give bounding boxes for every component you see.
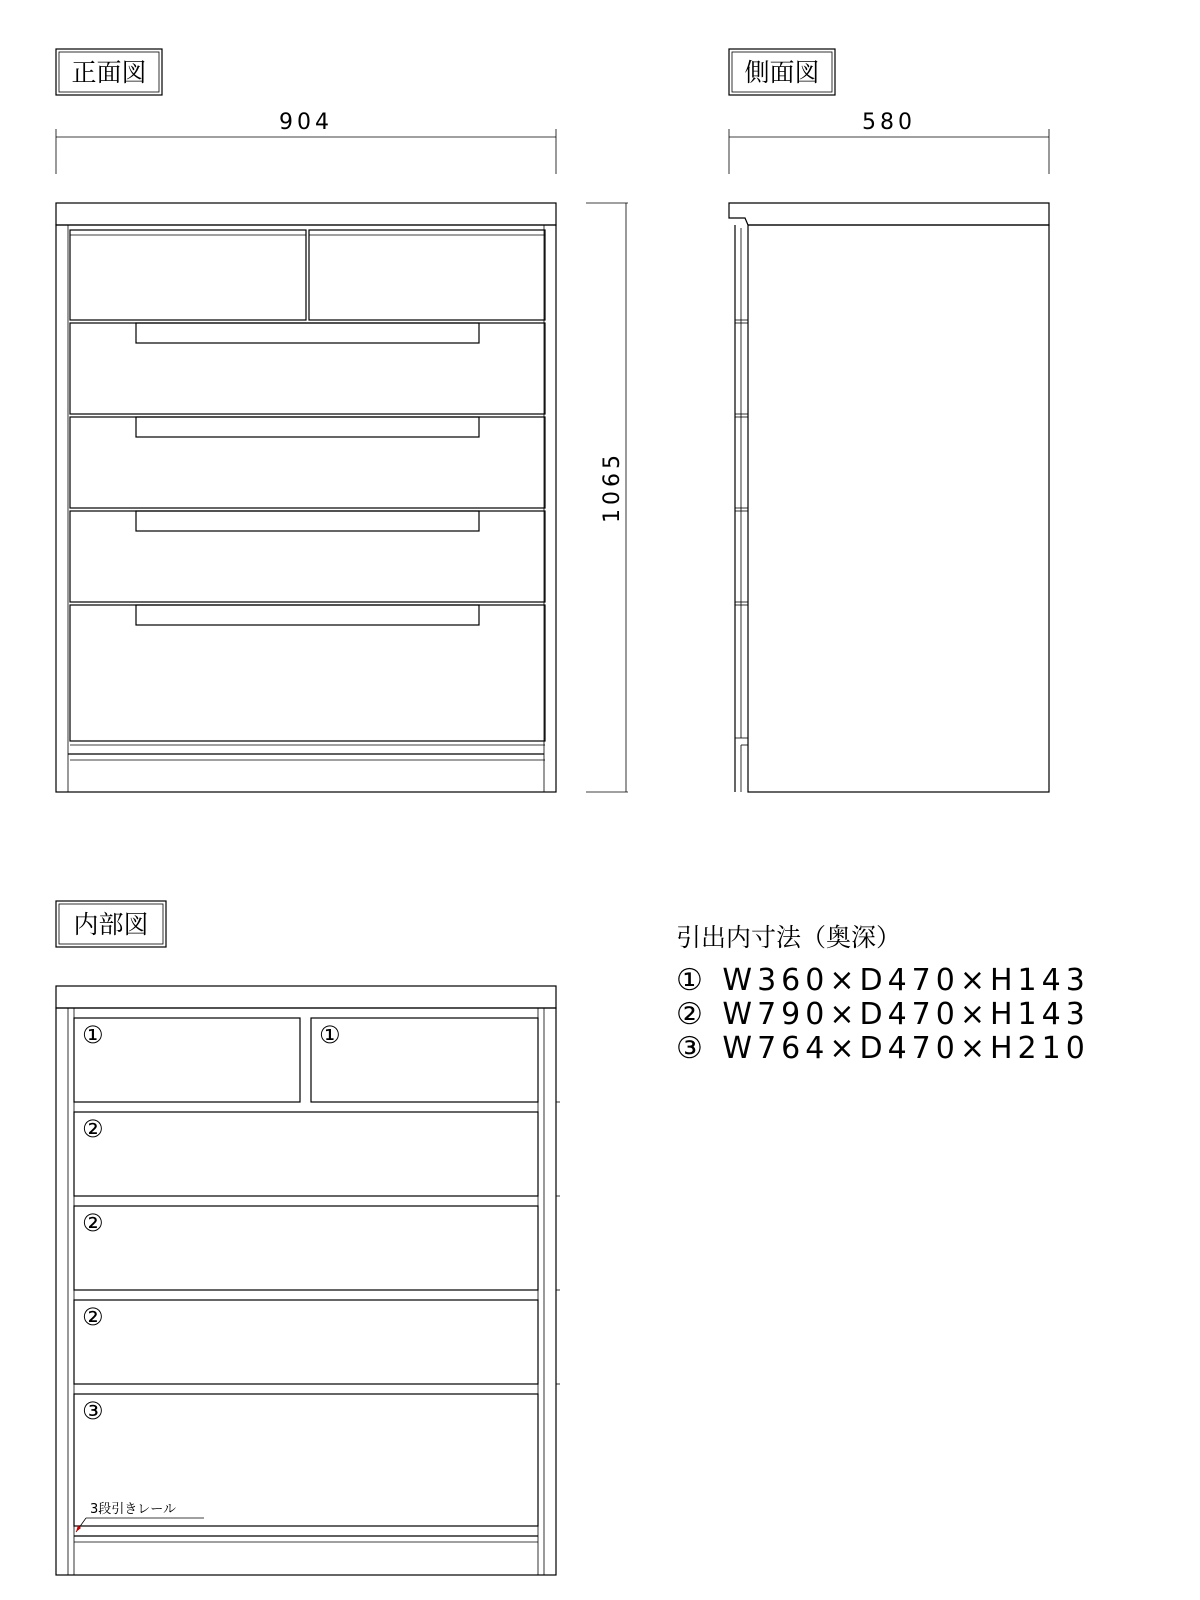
side-view-title: 側面図 (744, 58, 820, 87)
front-width-label: 904 (279, 110, 333, 135)
front-drawer-5-handle (136, 605, 479, 625)
interior-small-drawer-right (311, 1018, 538, 1102)
interior-marker-3: ③ (82, 1397, 104, 1425)
interior-view-title: 内部図 (73, 910, 149, 939)
interior-drawer-3 (74, 1206, 538, 1290)
rail-note (76, 1501, 204, 1532)
front-drawer-3-handle (136, 417, 479, 437)
interior-small-drawer-left (74, 1018, 300, 1102)
front-width-dimension (56, 110, 556, 174)
spec-line-3: ③ W764×D470×H210 (676, 1031, 1090, 1066)
front-height-label: 1065 (600, 451, 625, 523)
interior-marker-1a: ① (82, 1021, 104, 1049)
front-drawer-4 (70, 511, 545, 602)
front-small-drawer-right (309, 230, 545, 320)
front-drawer-2 (70, 323, 545, 414)
front-drawer-2-handle (136, 323, 479, 343)
front-drawer-3 (70, 417, 545, 508)
side-body (748, 225, 1049, 792)
front-small-drawer-left (70, 230, 306, 320)
side-depth-dimension (729, 110, 1049, 174)
spec-heading: 引出内寸法（奥深） (676, 923, 902, 952)
spec-line-2: ② W790×D470×H143 (676, 997, 1090, 1032)
interior-marker-2a: ② (82, 1115, 104, 1143)
interior-cabinet (56, 1008, 556, 1575)
rail-note-label: 3段引きレール (90, 1502, 177, 1517)
side-depth-label: 580 (862, 110, 916, 135)
interior-drawer-2 (74, 1112, 538, 1196)
interior-view (56, 901, 560, 1575)
front-view (56, 49, 628, 792)
side-top-board (729, 203, 1049, 225)
interior-marker-2c: ② (82, 1303, 104, 1331)
front-top-board (56, 203, 556, 225)
interior-top-board (56, 986, 556, 1008)
front-view-title: 正面図 (71, 58, 147, 87)
spec-line-1: ① W360×D470×H143 (676, 963, 1090, 998)
front-height-dimension (586, 203, 628, 792)
interior-marker-1b: ① (319, 1021, 341, 1049)
interior-marker-2b: ② (82, 1209, 104, 1237)
front-drawer-4-handle (136, 511, 479, 531)
interior-drawer-4 (74, 1300, 538, 1384)
drawer-inner-dimensions (676, 923, 1090, 1066)
side-view (729, 49, 1049, 792)
